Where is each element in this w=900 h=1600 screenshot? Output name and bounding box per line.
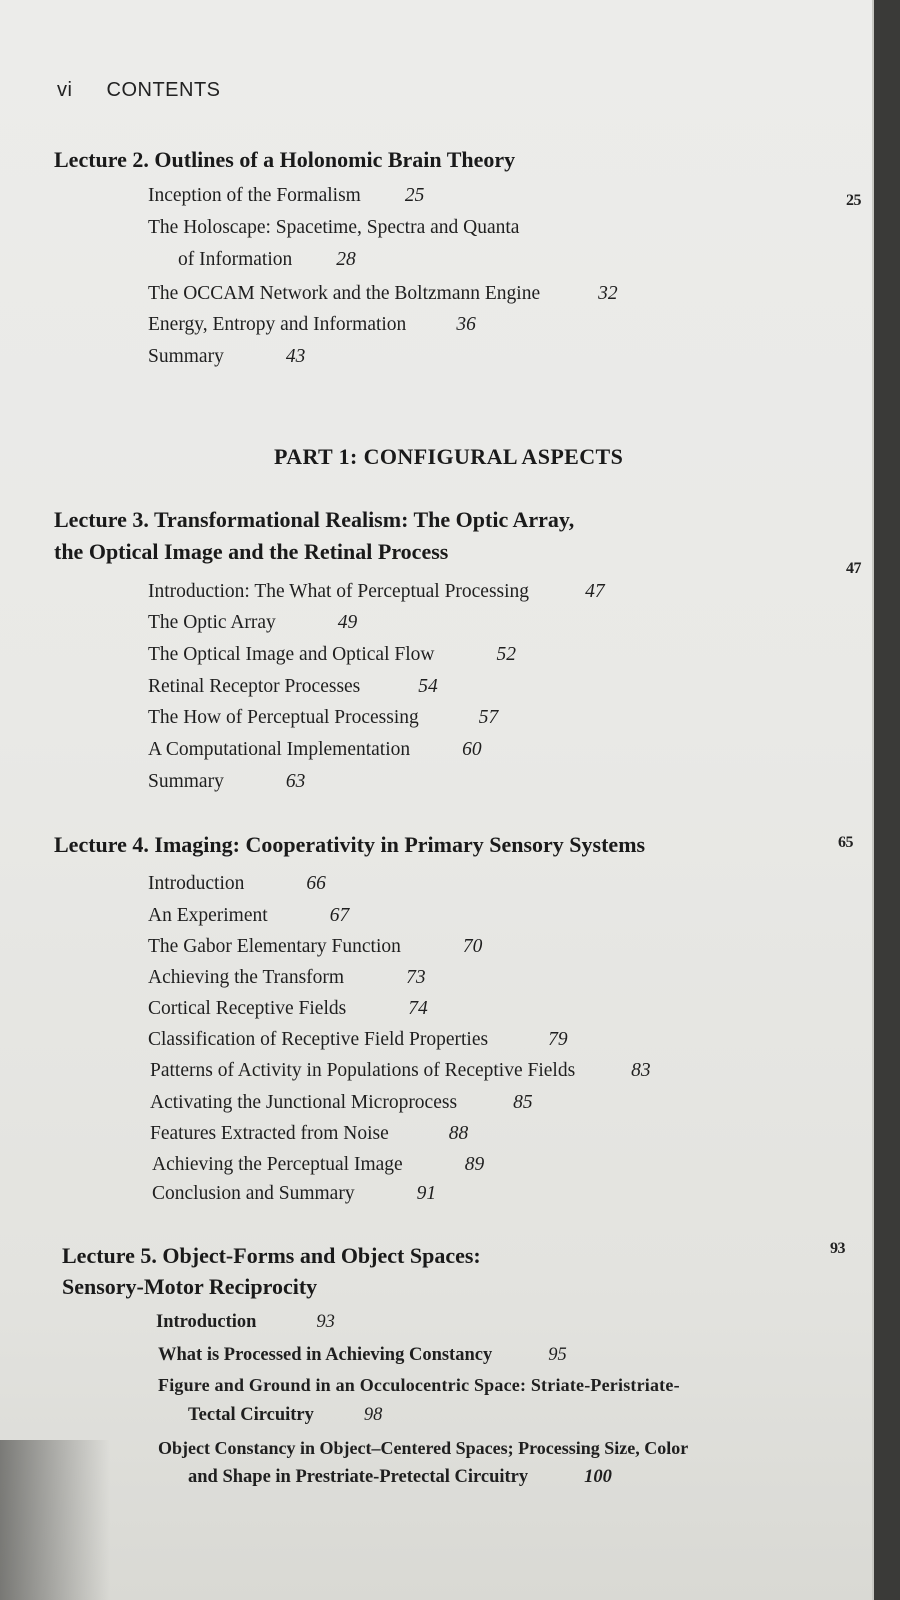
lecture-3-title-line-1: Lecture 3. Transformational Realism: The Optic Array,	[54, 507, 575, 532]
toc-page-number: 25	[404, 185, 425, 206]
lecture-3-title-line-2: the Optical Image and the Retinal Process	[54, 539, 449, 564]
toc-page-number: 32	[598, 283, 618, 304]
toc-page-number: 43	[285, 346, 306, 367]
toc-entry: The OCCAM Network and the Boltzmann Engine 32	[148, 283, 618, 304]
toc-page-number: 73	[406, 967, 426, 988]
toc-entry: Retinal Receptor Processes 54	[148, 676, 438, 697]
lecture-4-page: 65	[838, 834, 853, 851]
toc-page-number: 89	[464, 1154, 485, 1175]
toc-entry: What is Processed in Achieving Constancy 95	[158, 1345, 567, 1365]
toc-page-number: 63	[285, 771, 306, 792]
toc-page-number: 52	[496, 644, 516, 665]
lecture-2-page: 25	[846, 192, 861, 209]
toc-page-number: 91	[416, 1183, 437, 1204]
toc-entry: Achieving the Transform 73	[148, 967, 426, 988]
toc-entry: Achieving the Perceptual Image 89	[152, 1154, 485, 1175]
toc-entry: Introduction: The What of Perceptual Processing 47	[148, 581, 605, 602]
toc-page-number: 98	[363, 1405, 383, 1425]
toc-page-number: 74	[408, 998, 428, 1019]
toc-entry: The Holoscape: Spacetime, Spectra and Quanta	[148, 217, 520, 238]
lecture-5-title-line-1: Lecture 5. Object-Forms and Object Spaces:	[62, 1243, 481, 1268]
lecture-5-title-line-2: Sensory-Motor Reciprocity	[62, 1274, 318, 1299]
toc-entry: Object Constancy in Object–Centered Spaces; Processing Size, Color	[158, 1438, 689, 1458]
toc-page-number: 66	[306, 873, 326, 894]
toc-entry: Conclusion and Summary 91	[152, 1183, 437, 1204]
toc-entry: Introduction 93	[156, 1312, 335, 1332]
toc-page-number: 54	[418, 676, 438, 697]
toc-entry: of Information 28	[178, 249, 356, 270]
lecture-5-page: 93	[830, 1240, 845, 1257]
toc-page-number: 60	[462, 739, 482, 760]
toc-entry: The Optic Array 49	[148, 612, 358, 633]
toc-entry: The Optical Image and Optical Flow 52	[148, 644, 516, 665]
toc-entry: Energy, Entropy and Information 36	[148, 314, 476, 335]
toc-entry: Activating the Junctional Microprocess 85	[150, 1092, 533, 1113]
toc-page-number: 57	[478, 707, 499, 728]
toc-entry: The Gabor Elementary Function 70	[148, 936, 483, 957]
toc-entry: A Computational Implementation 60	[148, 739, 482, 760]
toc-entry: Summary 63	[148, 771, 306, 792]
toc-page-number: 49	[337, 612, 358, 633]
toc-entry: Tectal Circuitry 98	[188, 1405, 383, 1425]
toc-entry: Summary 43	[148, 346, 306, 367]
toc-entry: Inception of the Formalism 25	[148, 185, 425, 206]
part-1-heading: PART 1: CONFIGURAL ASPECTS	[274, 444, 624, 469]
toc-entry: An Experiment 67	[148, 905, 350, 926]
toc-page-number: 67	[329, 905, 350, 926]
toc-entry: Classification of Receptive Field Properties 79	[148, 1029, 568, 1050]
toc-page-number: 28	[336, 249, 356, 270]
toc-page-number: 95	[548, 1345, 567, 1365]
toc-entry: Features Extracted from Noise 88	[150, 1123, 469, 1144]
lecture-3-page: 47	[846, 560, 861, 577]
toc-page-number: 70	[462, 936, 483, 957]
toc-page-number: 36	[456, 314, 476, 335]
page-edge-shadow	[0, 1440, 110, 1600]
lecture-2-title: Lecture 2. Outlines of a Holonomic Brain Theory	[54, 147, 516, 172]
lecture-4-title: Lecture 4. Imaging: Cooperativity in Primary Sensory Systems	[54, 832, 646, 857]
toc-page-number: 83	[631, 1060, 651, 1081]
page-folio: vi	[57, 79, 73, 101]
toc-entry: Figure and Ground in an Occulocentric Space: Striate-Peristriate-	[158, 1375, 680, 1395]
toc-page-number: 93	[316, 1312, 335, 1332]
toc-entry: Cortical Receptive Fields 74	[148, 998, 428, 1019]
running-head-label: CONTENTS	[106, 79, 221, 101]
toc-page-number: 100	[584, 1467, 612, 1487]
toc-entry: The How of Perceptual Processing 57	[148, 707, 499, 728]
toc-entry: and Shape in Prestriate-Pretectal Circuitry 100	[188, 1467, 612, 1487]
toc-page-number: 85	[513, 1092, 533, 1113]
toc-page-number: 88	[448, 1123, 469, 1144]
toc-entry: Introduction 66	[148, 873, 326, 894]
running-head	[57, 79, 221, 102]
toc-page-number: 47	[585, 581, 605, 602]
toc-entry: Patterns of Activity in Populations of Receptive Fields 83	[150, 1060, 651, 1081]
toc-page-number: 79	[548, 1029, 568, 1050]
